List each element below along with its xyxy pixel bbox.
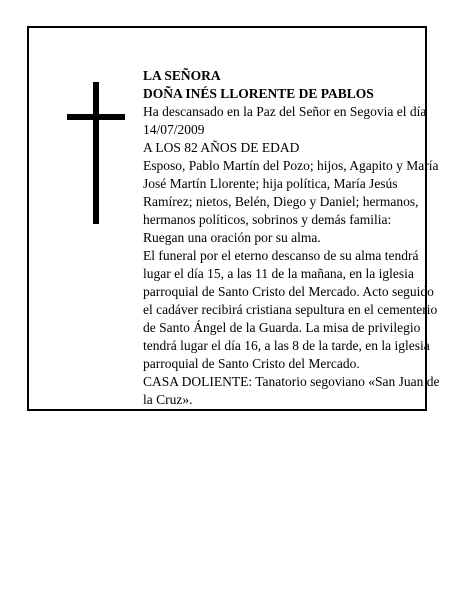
deceased-name: DOÑA INÉS LLORENTE DE PABLOS: [143, 86, 374, 101]
death-notice: Ha descansado en la Paz del Señor en Segovia el día 14/07/2009: [143, 104, 427, 137]
family-list: Esposo, Pablo Martín del Pozo; hijos, Agapito y María José Martín Llorente; hija política, María Jesús Ramírez; nietos, Belén, Diego y Daniel; hermanos, hermanos políticos, sobrinos y demás familia:: [143, 158, 439, 227]
funeral-details: El funeral por el eterno descanso de su alma tendrá lugar el día 15, a las 11 de la mañana, en la iglesia parroquial de Santo Cristo del Mercado. Acto seguido el cadáver recibirá cristiana sepultura en el cementerio de Santo Ángel de la Guarda. La misa de privilegio tendrá lugar el día 16, a las 8 de la tarde, en la iglesia parroquial de Santo Cristo del Mercado.: [143, 248, 438, 371]
age-line: A LOS 82 AÑOS DE EDAD: [143, 140, 300, 155]
mourning-house: CASA DOLIENTE: Tanatorio segoviano «San Juan de la Cruz».: [143, 374, 440, 407]
cross-icon: [67, 82, 125, 224]
title-la-senora: LA SEÑORA: [143, 68, 221, 83]
prayer-request: Ruegan una oración por su alma.: [143, 230, 321, 245]
obituary-text: [143, 67, 443, 409]
cross-horizontal-bar: [67, 114, 125, 120]
cross-vertical-bar: [93, 82, 99, 224]
obituary-notice: [27, 26, 440, 411]
